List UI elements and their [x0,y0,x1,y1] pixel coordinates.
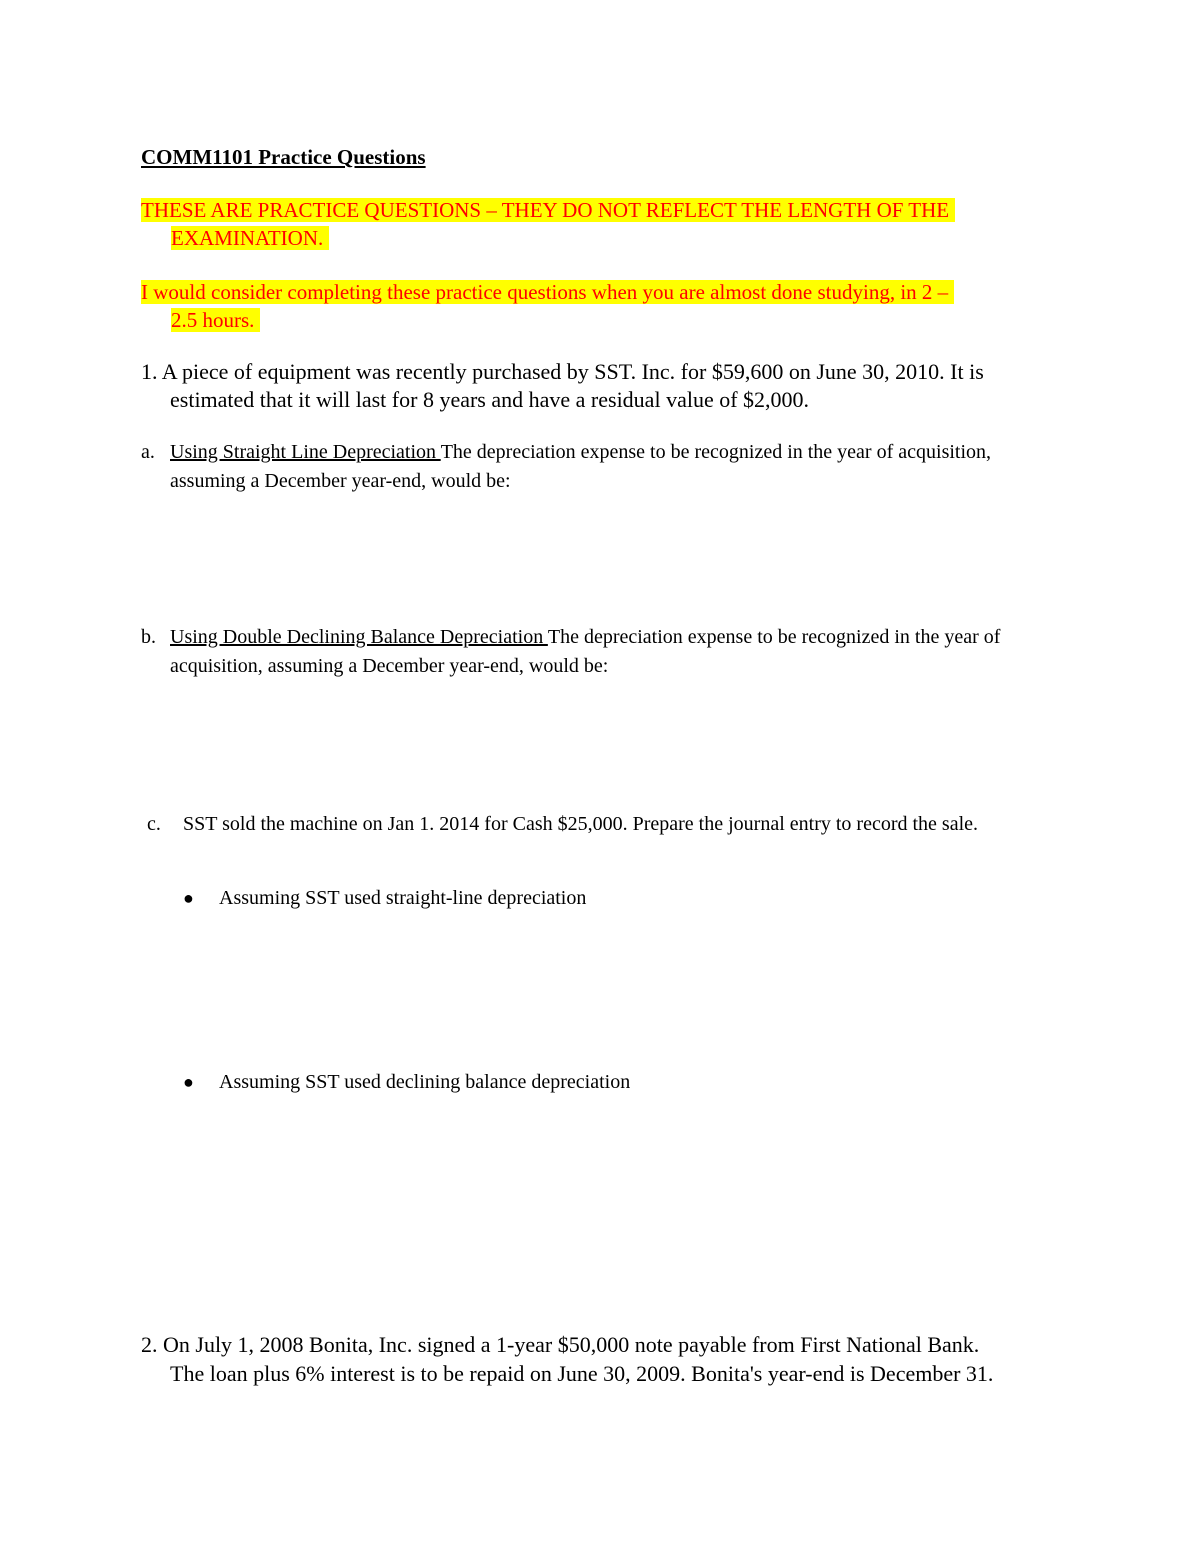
question-1-stem [141,358,1061,414]
question-2-line2: The loan plus 6% interest is to be repaid on June 30, 2009. Bonita's year-end is December 31. [170,1361,994,1386]
part-a-body [170,438,1071,496]
bullet-text: Assuming SST used straight-line depreciation [219,887,587,909]
bullet-item [183,884,586,913]
study-advice-line2: 2.5 hours. [171,308,260,332]
part-a-letter: a. [141,441,155,463]
question-1-part-c [147,810,1077,839]
bullet-icon: ● [183,888,194,908]
part-b-body [170,623,1071,681]
question-1-line1: 1. A piece of equipment was recently purchased by SST. Inc. for $59,600 on June 30, 2010. It is [141,359,984,384]
question-2-line1: 2. On July 1, 2008 Bonita, Inc. signed a 1-year $50,000 note payable from First National Bank. [141,1332,980,1357]
part-b-letter: b. [141,626,156,648]
part-c-text: SST sold the machine on Jan 1. 2014 for Cash $25,000. Prepare the journal entry to record the sale. [183,813,979,835]
part-a-text: The depreciation expense to be recognized in the year of acquisition, assuming a December year-end, would be: [170,441,992,492]
bullet-text: Assuming SST used declining balance depreciation [219,1071,631,1093]
question-1-part-a [141,438,1071,496]
question-2-stem [141,1330,1061,1388]
length-notice [141,196,1061,252]
study-advice [141,278,1061,334]
length-notice-line1: THESE ARE PRACTICE QUESTIONS – THEY DO NOT REFLECT THE LENGTH OF THE [141,198,955,222]
part-c-letter: c. [147,813,161,835]
bullet-icon: ● [183,1072,194,1092]
question-1-part-b [141,623,1071,681]
part-b-text: The depreciation expense to be recognized in the year of acquisition, assuming a December year-end, would be: [170,626,1001,677]
part-a-method: Using Straight Line Depreciation [170,441,441,463]
bullet-item [183,1068,630,1097]
length-notice-line2: EXAMINATION. [171,226,329,250]
question-1-line2: estimated that it will last for 8 years and have a residual value of $2,000. [170,387,810,412]
part-b-method: Using Double Declining Balance Depreciation [170,626,548,648]
study-advice-line1: I would consider completing these practice questions when you are almost done studying, in 2 – [141,280,954,304]
document-title: COMM1101 Practice Questions [141,145,426,169]
